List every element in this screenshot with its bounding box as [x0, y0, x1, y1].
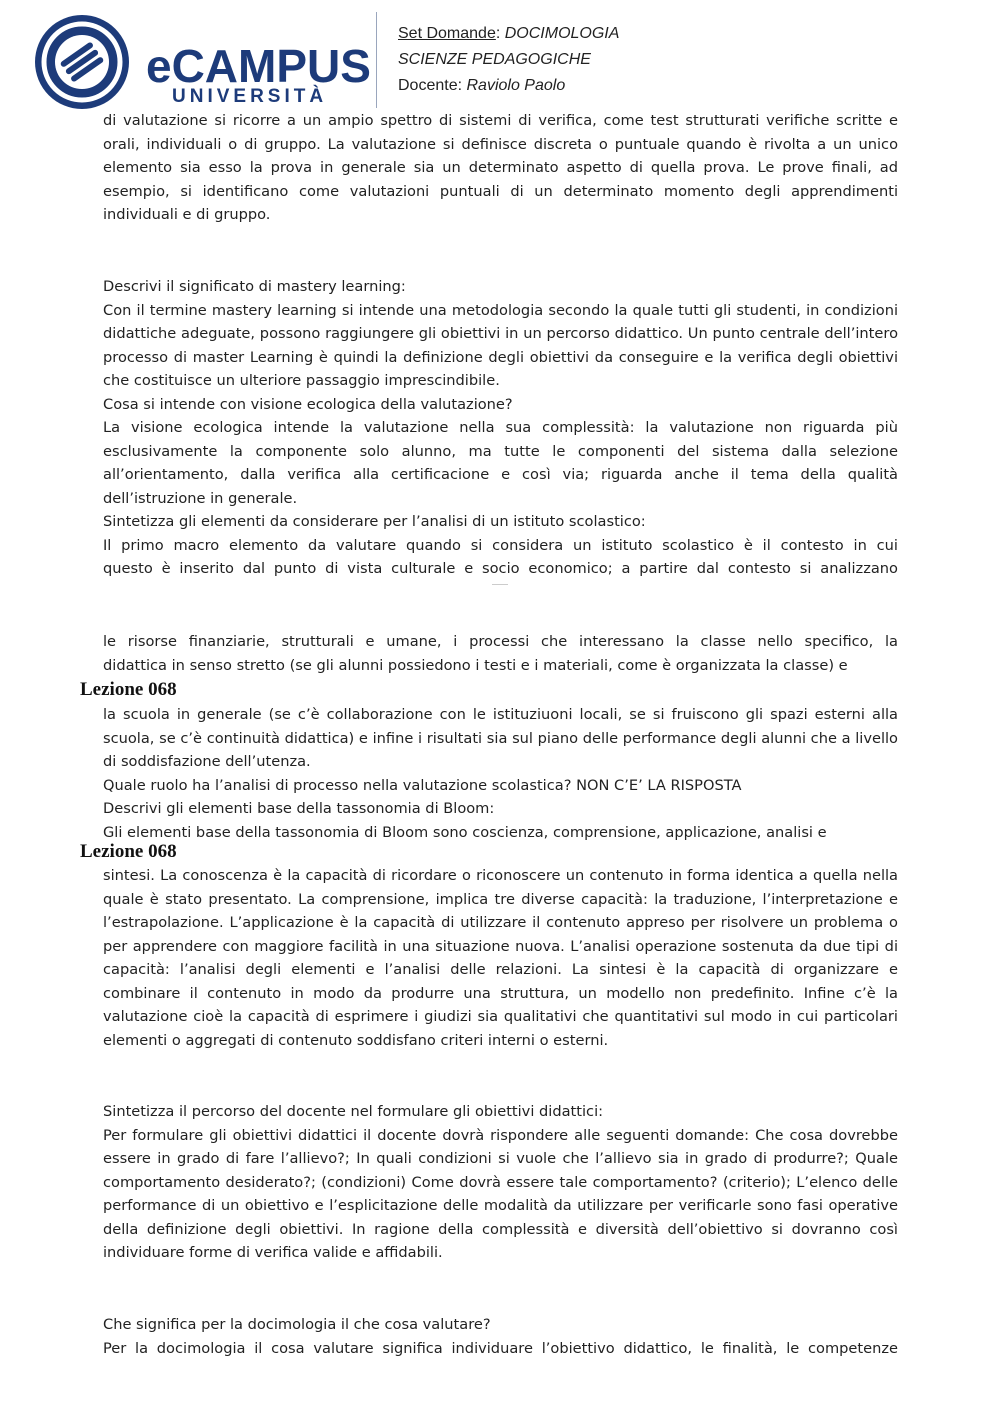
answer-obiettivi-didattici: Per formulare gli obiettivi didattici il docente dovrà rispondere alle seguenti domande: Che cosa dovrebbe essere in grado di fare l’allievo?; In quali condizioni si vuole che l’allievo sia in grado di produrre?; Quale comportamento desiderato?; (condizioni) Come dovrà essere tale comportamento? (criterio); L’elenco delle performance di un obiettivo e l’esplicitazione delle modalità da utilizzare per verificarle sono fasi operative della definizione degli obiettivi. In ragione della complessità e diversità dell’obiettivo si dovranno così individuare forme di verifica valide e affidabili.: [103, 1126, 898, 1261]
set-colon: :: [495, 25, 505, 42]
question-istituto-scolastico: Sintetizza gli elementi da considerare per l’analisi di un istituto scolastico:: [103, 513, 646, 530]
intro-paragraph: [103, 109, 898, 227]
answer-istituto-line-4: didattica in senso stretto (se gli alunni possiedono i testi e i materiali, come è organizzata la classe) e: [103, 656, 848, 674]
answer-istituto-line-1: Il primo macro elemento da valutare quando si considera un istituto scolastico è il contesto in cui: [103, 536, 898, 554]
answer-mastery-learning: Con il termine mastery learning si intende una metodologia secondo la quale tutti gli studenti, in condizioni didattiche adeguate, possono raggiungere gli obiettivi in un percorso didattico. Un punto centrale dell’intero processo di master Learning è quindi la definizione degli obiettivi da conseguire e la verifica degli obiettivi che costituisce un ulteriore passaggio imprescindibile.: [103, 301, 898, 389]
answer-istituto-line-5: la scuola in generale (se c’è collaborazione con le istituziuoni locali, se si fruiscono gli spazi esterni alla scuola, se c’è continuità didattica) e infine i risultati sia sul piano delle performance degli alunni che a livello di soddisfazione dell’utenza.: [103, 706, 898, 770]
header-info: [398, 21, 619, 99]
page-break-mark: [492, 584, 508, 585]
question-cosa-valutare: Che significa per la docimologia il che cosa valutare?: [103, 1316, 491, 1333]
section-obiettivi: [103, 1100, 898, 1265]
section-istituto-to-bloom: [103, 703, 898, 844]
lesson-heading: Lezione 068: [80, 679, 177, 700]
answer-bloom-line-2: sintesi. La conoscenza è la capacità di ricordare o riconoscere un contenuto in forma identica a quella nella quale è stato presentato. La comprensione, implica tre diverse capacità: la traduzione, l’interpretazione e l’estrapolazione. L’applicazione è la capacità di utilizzare il contenuto appreso per risolvere un problema o per apprendere con maggiore facilità in una situazione nuova. L’analisi operazione sostenuta da due tipi di capacità: l’analisi degli elementi e l’analisi delle relazioni. La sintesi è la capacità di organizzare e combinare il contenuto in modo da produrre una struttura, un modello non predefinito. Infine c’è la valutazione cioè la capacità di esprimere i giudizi sia qualitativi che quantitativi sul modo in cui particolari elementi o aggregati di contenuto soddisfano criteri interni o esterni.: [103, 867, 898, 1049]
answer-istituto-line-3: le risorse finanziarie, strutturali e umane, i processi che interessano la classe nello specifico, la: [103, 633, 898, 650]
question-mastery-learning: Descrivi il significato di mastery learning:: [103, 278, 406, 295]
answer-visione-ecologica: La visione ecologica intende la valutazione nella sua complessità: la valutazione non riguarda più esclusivamente la componente solo alunno, ma tutte le componenti del sistema dalla selezione all’orientamento, dalla verifica alla certificacione e così via; riguarda anche il tema della qualità dell’istruzione in generale.: [103, 419, 898, 507]
ecampus-logo: [34, 14, 374, 110]
question-visione-ecologica: Cosa si intende con visione ecologica della valutazione?: [103, 395, 513, 413]
teacher-row: [398, 73, 619, 99]
ecampus-emblem-icon: [34, 14, 130, 110]
answer-cosa-valutare: Per la docimologia il cosa valutare significa individuare l’obiettivo didattico, le finalità, le competenze: [103, 1339, 898, 1357]
teacher-name: Raviolo Paolo: [466, 77, 566, 94]
answer-istituto-line-2: questo è inserito dal punto di vista culturale e socio economico; a partire dal contesto si analizzano: [103, 560, 898, 577]
intro-text: di valutazione si ricorre a un ampio spettro di sistemi di verifica, come test strutturati verifiche scritte e orali, individuali o di gruppo. La valutazione si definisce discreta o puntuale quando è rivolta a un unico elemento sia esso la prova in generale sia un determinato aspetto di quella prova. Le prove finali, ad esempio, si identificano come valutazioni puntuali di un determinato momento degli apprendimenti individuali e di gruppo.: [103, 112, 898, 223]
set-label: Set Domande: [398, 25, 496, 42]
answer-bloom-line-1: Gli elementi base della tassonomia di Bloom sono coscienza, comprensione, applicazione, analisi e: [103, 823, 827, 841]
set-row: [398, 21, 619, 47]
lesson-heading: Lezione 068: [80, 841, 177, 862]
course-name: SCIENZE PEDAGOGICHE: [398, 51, 591, 68]
section-mastery-to-istituto: [103, 275, 898, 581]
ecampus-wordmark: [146, 44, 386, 86]
logo-main-text: eCAMPUS: [146, 44, 371, 86]
teacher-label: Docente:: [398, 77, 463, 94]
section-bloom-continued: [103, 864, 898, 1052]
istituto-continued: [103, 630, 898, 677]
question-obiettivi-didattici: Sintetizza il percorso del docente nel formulare gli obiettivi didattici:: [103, 1103, 604, 1120]
set-value: DOCIMOLOGIA: [504, 25, 620, 42]
question-analisi-processo: Quale ruolo ha l’analisi di processo nella valutazione scolastica? NON C’E’ LA RISPOSTA: [103, 776, 742, 794]
header-divider: [376, 12, 377, 108]
logo-subtitle: UNIVERSITÀ: [172, 86, 328, 107]
question-tassonomia-bloom: Descrivi gli elementi base della tassonomia di Bloom:: [103, 800, 495, 817]
section-cosa-valutare: [103, 1313, 898, 1360]
